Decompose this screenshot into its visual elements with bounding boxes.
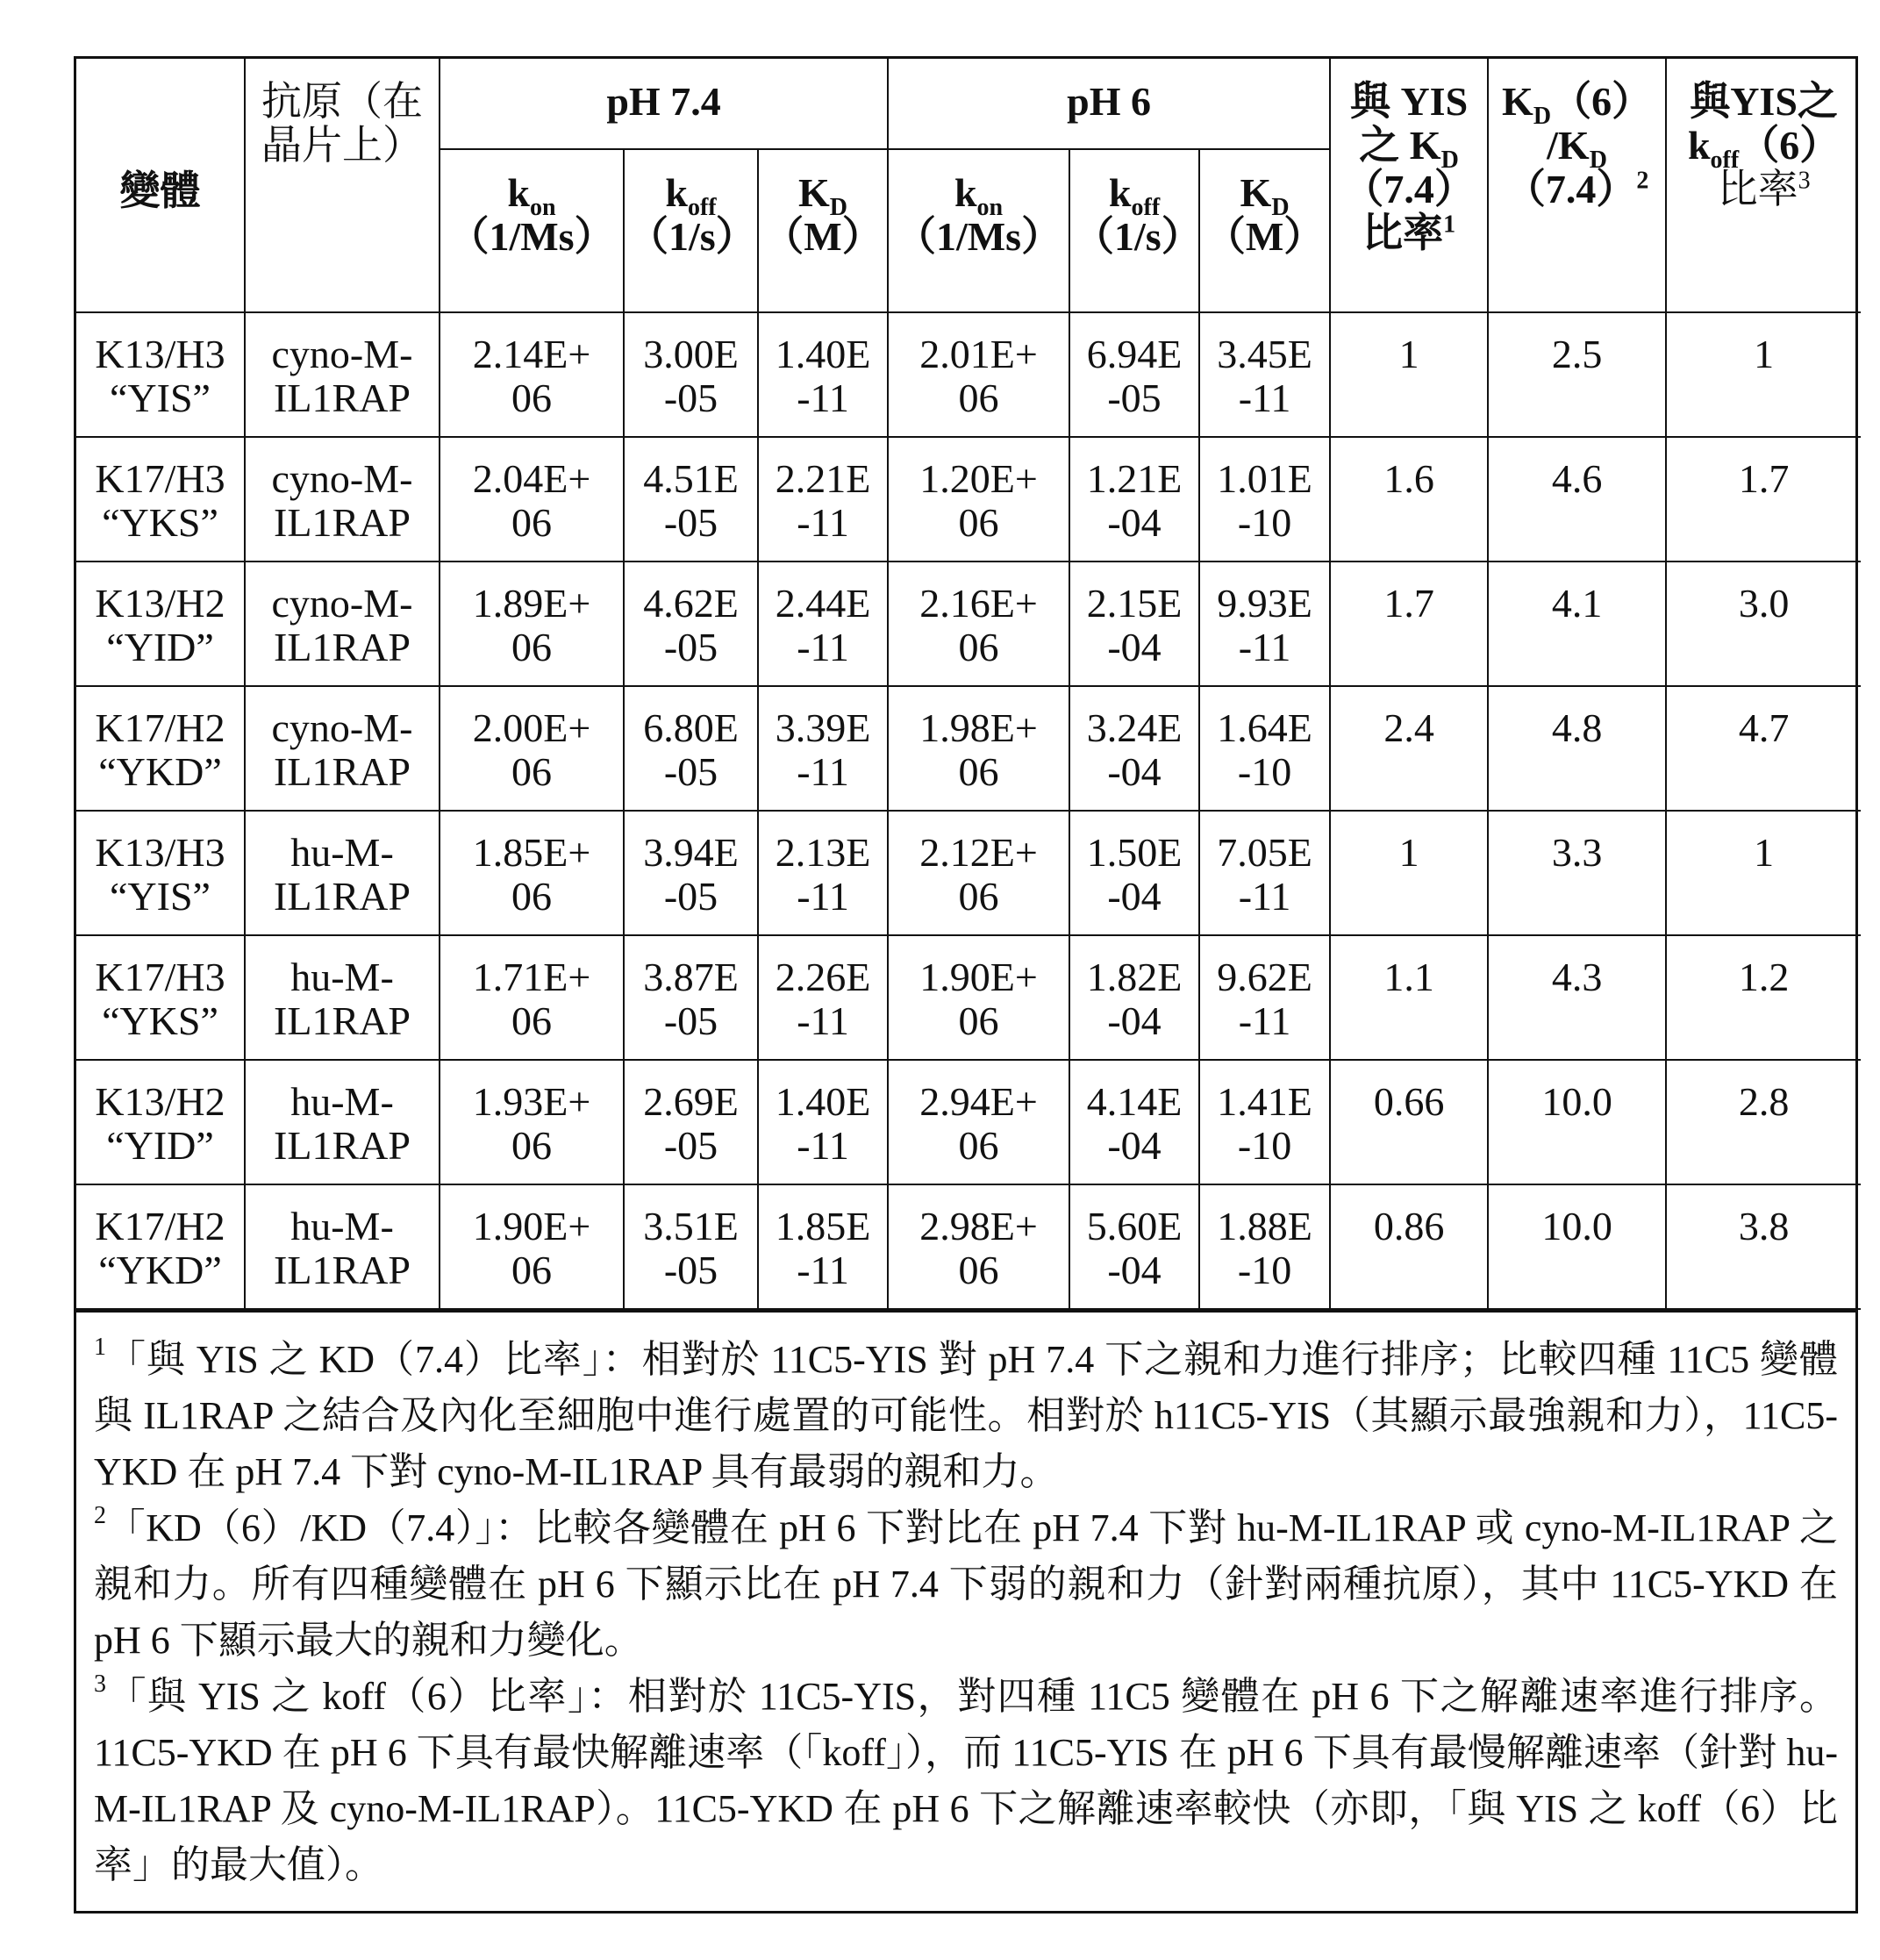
kd74-cell: 3.39E -11 [758, 686, 888, 811]
koff6-cell: 5.60E -04 [1069, 1184, 1199, 1309]
antigen-cell: hu-M- IL1RAP [245, 811, 440, 935]
kon6-cell: 2.98E+ 06 [888, 1184, 1069, 1309]
kon6-cell: 2.16E+ 06 [888, 562, 1069, 686]
ratio-koff-cell: 2.8 [1666, 1060, 1861, 1184]
ratio-kd-cell: 1.6 [1330, 437, 1488, 562]
kon74-cell: 2.00E+ 06 [440, 686, 624, 811]
koff74-cell: 3.94E -05 [624, 811, 758, 935]
table-row [76, 811, 1861, 935]
koff6-cell: 1.50E -04 [1069, 811, 1199, 935]
variant-cell: K17/H2 “YKD” [76, 686, 245, 811]
koff74-cell: 2.69E -05 [624, 1060, 758, 1184]
kd6-kd74-cell: 10.0 [1488, 1184, 1666, 1309]
ph6-header: pH 6 [888, 59, 1330, 149]
kd74-cell: 1.85E -11 [758, 1184, 888, 1309]
ratio-kd-cell: 1 [1330, 811, 1488, 935]
kd6-cell: 3.45E -11 [1199, 312, 1330, 437]
table-row [76, 312, 1861, 437]
antigen-cell: cyno-M- IL1RAP [245, 437, 440, 562]
kon74-cell: 2.04E+ 06 [440, 437, 624, 562]
footnotes [76, 1310, 1855, 1911]
ratio-koff-cell: 1 [1666, 312, 1861, 437]
kon74-cell: 2.14E+ 06 [440, 312, 624, 437]
koff6-header: $k_{off}$ （1/s） [1069, 149, 1199, 312]
antigen-cell: cyno-M- IL1RAP [245, 686, 440, 811]
kd74-cell: 2.13E -11 [758, 811, 888, 935]
kon6-cell: 1.20E+ 06 [888, 437, 1069, 562]
table-row [76, 437, 1861, 562]
kd6-cell: 1.01E -10 [1199, 437, 1330, 562]
kon6-cell: 2.12E+ 06 [888, 811, 1069, 935]
kd6-kd74-cell: 3.3 [1488, 811, 1666, 935]
antigen-header: 抗原（在晶片上） [245, 59, 440, 312]
table-row [76, 935, 1861, 1060]
kd6-kd74-cell: 2.5 [1488, 312, 1666, 437]
kon74-cell: 1.85E+ 06 [440, 811, 624, 935]
kd6-header: $K_D$ （M） [1199, 149, 1330, 312]
kd74-cell: 1.40E -11 [758, 312, 888, 437]
koff74-cell: 4.62E -05 [624, 562, 758, 686]
koff6-cell: 6.94E -05 [1069, 312, 1199, 437]
koff6-cell: 2.15E -04 [1069, 562, 1199, 686]
variant-cell: K17/H2 “YKD” [76, 1184, 245, 1309]
koff74-header: $k_{off}$ （1/s） [624, 149, 758, 312]
header-row-top [76, 59, 1861, 149]
kd6-cell: 9.62E -11 [1199, 935, 1330, 1060]
kd74-header: $K_D$ （M） [758, 149, 888, 312]
ratio-koff-cell: 3.0 [1666, 562, 1861, 686]
antigen-cell: cyno-M- IL1RAP [245, 562, 440, 686]
kd74-cell: 1.40E -11 [758, 1060, 888, 1184]
ratio-kd-cell: 2.4 [1330, 686, 1488, 811]
table-body [76, 312, 1861, 1309]
kon6-cell: 1.90E+ 06 [888, 935, 1069, 1060]
koff74-cell: 3.51E -05 [624, 1184, 758, 1309]
variant-cell: K17/H3 “YKS” [76, 437, 245, 562]
kd6-cell: 1.41E -10 [1199, 1060, 1330, 1184]
ratio-koff-cell: 1.2 [1666, 935, 1861, 1060]
ratio-koff-cell: 4.7 [1666, 686, 1861, 811]
koff6-cell: 1.82E -04 [1069, 935, 1199, 1060]
kd74-cell: 2.21E -11 [758, 437, 888, 562]
ratio-yis-koff-header: 與YIS之 $k_{off}(6)$ 比率$^3$ [1666, 59, 1861, 312]
variant-cell: K13/H2 “YID” [76, 1060, 245, 1184]
koff74-cell: 6.80E -05 [624, 686, 758, 811]
kon74-cell: 1.71E+ 06 [440, 935, 624, 1060]
kon6-cell: 1.98E+ 06 [888, 686, 1069, 811]
kd74-cell: 2.44E -11 [758, 562, 888, 686]
kd6-kd74-cell: 4.1 [1488, 562, 1666, 686]
kd6-cell: 1.64E -10 [1199, 686, 1330, 811]
kd6-kd74-header: $K_D(6)$ $/K_D$ $(7.4)^2$ [1488, 59, 1666, 312]
ratio-kd-cell: 0.86 [1330, 1184, 1488, 1309]
antigen-cell: cyno-M- IL1RAP [245, 312, 440, 437]
antigen-cell: hu-M- IL1RAP [245, 1060, 440, 1184]
kd6-kd74-cell: 4.8 [1488, 686, 1666, 811]
variant-cell: K13/H2 “YID” [76, 562, 245, 686]
kd6-cell: 7.05E -11 [1199, 811, 1330, 935]
koff6-cell: 4.14E -04 [1069, 1060, 1199, 1184]
ratio-kd-cell: 1 [1330, 312, 1488, 437]
kon6-cell: 2.01E+ 06 [888, 312, 1069, 437]
kon74-cell: 1.93E+ 06 [440, 1060, 624, 1184]
table-row [76, 1060, 1861, 1184]
table-row [76, 1184, 1861, 1309]
ph74-header: pH 7.4 [440, 59, 888, 149]
kon74-cell: 1.90E+ 06 [440, 1184, 624, 1309]
kd6-kd74-cell: 10.0 [1488, 1060, 1666, 1184]
kd6-cell: 1.88E -10 [1199, 1184, 1330, 1309]
ratio-kd-cell: 0.66 [1330, 1060, 1488, 1184]
ratio-koff-cell: 1 [1666, 811, 1861, 935]
variant-cell: K17/H3 “YKS” [76, 935, 245, 1060]
antigen-cell: hu-M- IL1RAP [245, 1184, 440, 1309]
kon74-header: $k_{on}$ （1/Ms） [440, 149, 624, 312]
kon6-header: $k_{on}$ （1/Ms） [888, 149, 1069, 312]
koff6-cell: 1.21E -04 [1069, 437, 1199, 562]
antigen-cell: hu-M- IL1RAP [245, 935, 440, 1060]
koff6-cell: 3.24E -04 [1069, 686, 1199, 811]
kd6-kd74-cell: 4.3 [1488, 935, 1666, 1060]
table-row [76, 562, 1861, 686]
kon6-cell: 2.94E+ 06 [888, 1060, 1069, 1184]
variant-cell: K13/H3 “YIS” [76, 312, 245, 437]
footnote-3: $^3$「與 YIS 之 koff（6）比率」：相對於 11C5-YIS，對四種 11C5 變體在 pH 6 下之解離速率進行排序。11C5-YKD 在 pH 6 下具有最快解離速率（「koff」），而 11C5-YIS 在 pH 6 下具有最慢解離速率（針對 hu-M-IL1RAP 及 cyno-M-IL1RAP）。11C5-YKD 在 pH 6 下之解離速率較快（亦即，「與 YIS 之 koff（6）比率」的最大值）。 [94, 1670, 1838, 1886]
kinetics-document [74, 56, 1858, 1914]
ratio-koff-cell: 1.7 [1666, 437, 1861, 562]
ratio-kd-cell: 1.7 [1330, 562, 1488, 686]
koff74-cell: 3.87E -05 [624, 935, 758, 1060]
koff74-cell: 4.51E -05 [624, 437, 758, 562]
footnote-1: $^1$「與 YIS 之 KD（7.4）比率」：相對於 11C5-YIS 對 pH 7.4 下之親和力進行排序；比較四種 11C5 變體與 IL1RAP 之結合及內化至細胞中進行處置的可能性。相對於 h11C5-YIS（其顯示最強親和力），11C5-YKD 在 pH 7.4 下對 cyno-M-IL1RAP 具有最弱的親和力。 [94, 1334, 1838, 1493]
ratio-koff-cell: 3.8 [1666, 1184, 1861, 1309]
table-row [76, 686, 1861, 811]
kd6-cell: 9.93E -11 [1199, 562, 1330, 686]
variant-header: 變體 [76, 59, 245, 312]
kinetics-table [76, 59, 1861, 1310]
ratio-kd-cell: 1.1 [1330, 935, 1488, 1060]
ratio-yis-kd-header: 與 YIS 之 $K_D$ （7.4） 比率$^1$ [1330, 59, 1488, 312]
variant-cell: K13/H3 “YIS” [76, 811, 245, 935]
kd74-cell: 2.26E -11 [758, 935, 888, 1060]
kd6-kd74-cell: 4.6 [1488, 437, 1666, 562]
footnote-2: $^2$「KD（6）/KD（7.4）」：比較各變體在 pH 6 下對比在 pH 7.4 下對 hu-M-IL1RAP 或 cyno-M-IL1RAP 之親和力。所有四種變體在 pH 6 下顯示比在 pH 7.4 下弱的親和力（針對兩種抗原），其中 11C5-YKD 在 pH 6 下顯示最大的親和力變化。 [94, 1502, 1838, 1662]
kon74-cell: 1.89E+ 06 [440, 562, 624, 686]
koff74-cell: 3.00E -05 [624, 312, 758, 437]
